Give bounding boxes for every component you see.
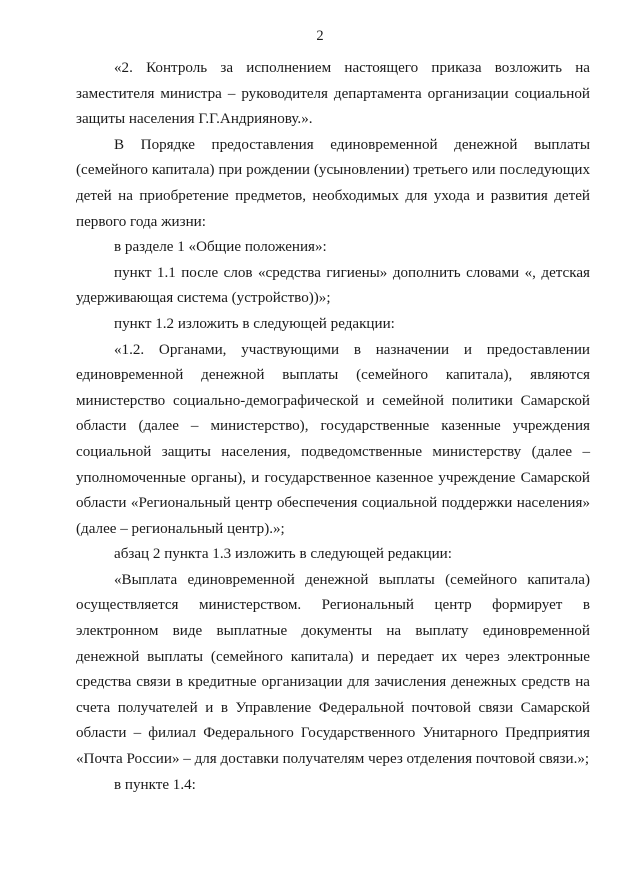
paragraph-item-1-4: в пункте 1.4:	[114, 776, 196, 793]
paragraph-procedure-intro: В Порядке предоставления единовременной денежной выплаты (семейного капитала) при рождении (усыновлении) третьего или последующих детей на приобретение предметов, необходимых для ухода и развития детей первого года жизни:	[76, 136, 590, 230]
paragraph-item-1-2-intro: пункт 1.2 изложить в следующей редакции:	[114, 315, 395, 332]
paragraph-item-1-1: пункт 1.1 после слов «средства гигиены» дополнить словами «, детская удерживающая система (устройство))»;	[76, 264, 590, 307]
paragraph-section-1: в разделе 1 «Общие положения»:	[114, 239, 327, 256]
page-number: 2	[316, 28, 324, 44]
paragraph-control-clause: «2. Контроль за исполнением настоящего приказа возложить на заместителя министра – руководителя департамента организации социальной защиты населения Г.Г.Андриянову.».	[76, 60, 590, 128]
paragraph-item-1-3-intro: абзац 2 пункта 1.3 изложить в следующей редакции:	[114, 546, 452, 563]
document-body	[76, 56, 590, 798]
paragraph-item-1-2-text: «1.2. Органами, участвующими в назначении и предоставлении единовременной денежной выплаты (семейного капитала), являются министерство социально-демографической и семейной политики Самарской области (далее – министерство), государственные казенные учреждения социальной защиты населения, подведомственные министерству (далее – уполномоченные органы), и государственное казенное учреждение Самарской области «Региональный центр обеспечения социальной поддержки населения» (далее – региональный центр).»;	[76, 341, 590, 537]
paragraph-item-1-3-text: «Выплата единовременной денежной выплаты (семейного капитала) осуществляется министерством. Региональный центр формирует в электронном виде выплатные документы на выплату единовременной денежной выплаты (семейного капитала) и передает их через электронные средства связи в кредитные организации для зачисления денежных средств на счета получателей и в Управление Федеральной почтовой связи Самарской области – филиал Федерального Государственного Унитарного Предприятия «Почта России» – для доставки получателям через отделения почтовой связи.»;	[76, 571, 590, 768]
